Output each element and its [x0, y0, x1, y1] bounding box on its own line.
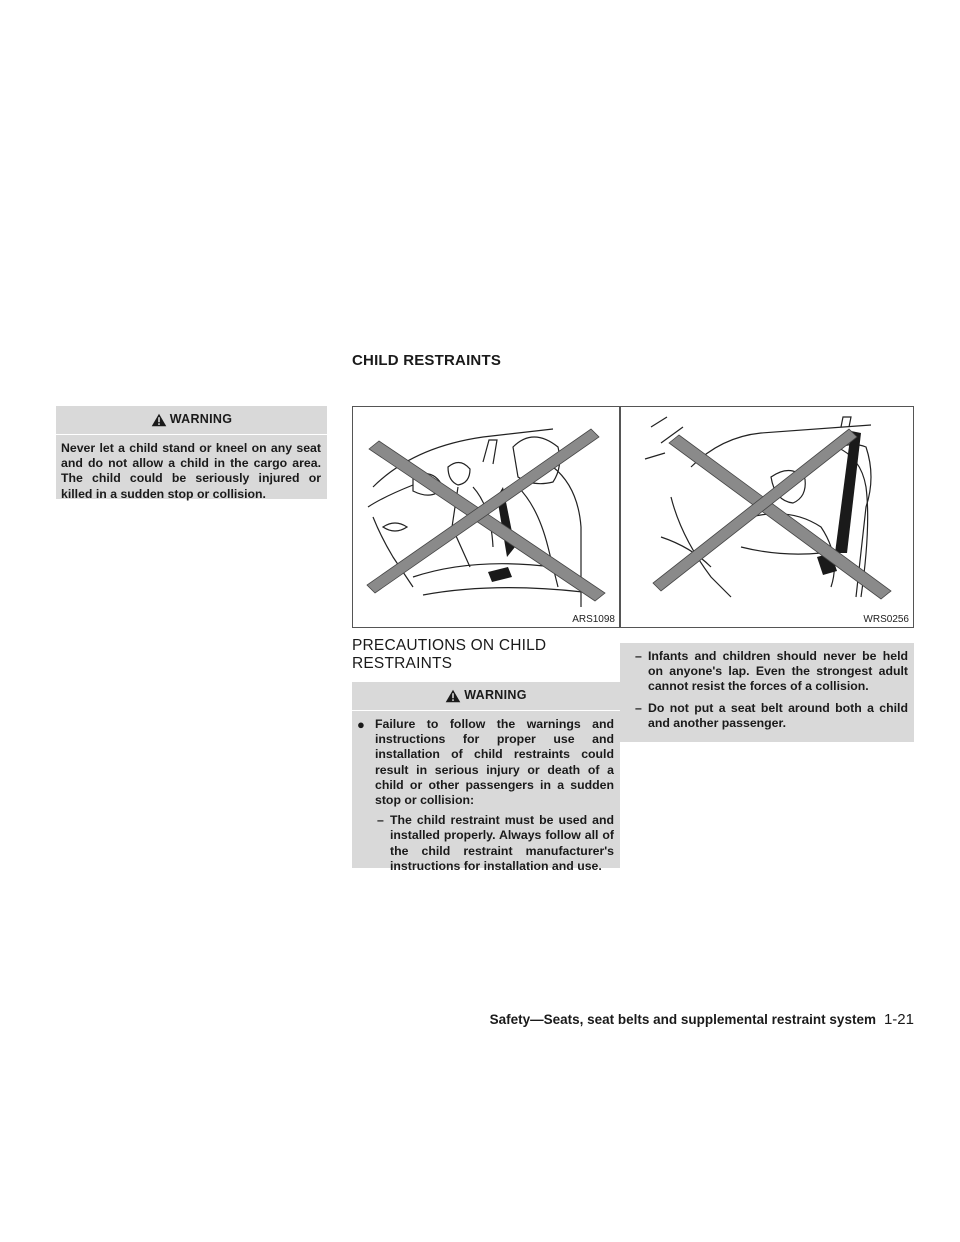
- child-standing-restraint-prohibited-illustration: [353, 407, 619, 607]
- warning-box: [352, 682, 620, 873]
- dash-item: [377, 813, 614, 874]
- dash-item: [635, 649, 908, 695]
- figure-code: WRS0256: [863, 614, 909, 625]
- warning-box: [56, 406, 327, 499]
- bullet-icon: ●: [357, 717, 365, 732]
- dash-icon: –: [635, 700, 642, 715]
- warning-triangle-icon: [151, 413, 167, 427]
- page-footer: [432, 1011, 914, 1028]
- warning-body: [620, 643, 914, 743]
- warning-header: [56, 406, 327, 428]
- footer-chapter-title: Safety—Seats, seat belts and supplemental restraint system: [489, 1012, 876, 1027]
- dash-text: The child restraint must be used and installed properly. Always follow all of the child restraint manufacturer's instructions for installation and use.: [390, 813, 614, 873]
- bullet-item: [357, 717, 614, 808]
- bullet-text: Failure to follow the warnings and instructions for proper use and installation of child restraints could result in serious injury or death of a child or other passengers in a sudden stop or collision:: [375, 717, 614, 808]
- warning-label: WARNING: [464, 688, 527, 703]
- dash-item: [635, 701, 908, 731]
- dash-text: Infants and children should never be held on anyone's lap. Even the strongest adult cannot resist the forces of a collision.: [648, 649, 908, 694]
- dash-icon: –: [635, 649, 642, 663]
- dash-icon: –: [377, 813, 384, 828]
- child-on-lap-prohibited-illustration: [621, 407, 913, 607]
- figure-child-standing: [352, 406, 620, 628]
- figure-child-on-lap: [620, 406, 914, 628]
- warning-header: [352, 682, 620, 704]
- dash-text: Do not put a seat belt around both a child and another passenger.: [648, 700, 908, 730]
- page-number: 1-21: [883, 1011, 914, 1028]
- section-title: CHILD RESTRAINTS: [352, 352, 502, 369]
- subsection-heading: PRECAUTIONS ON CHILD RESTRAINTS: [352, 637, 547, 672]
- warning-box-continued: [620, 643, 914, 742]
- warning-text: Never let a child stand or kneel on any seat and do not allow a child in the cargo area. The child could be seriously injured or killed in a sudden stop or collision.: [61, 441, 321, 501]
- figure-code: ARS1098: [572, 614, 615, 625]
- warning-body: [352, 711, 620, 880]
- warning-triangle-icon: [445, 689, 461, 703]
- warning-label: WARNING: [169, 412, 233, 427]
